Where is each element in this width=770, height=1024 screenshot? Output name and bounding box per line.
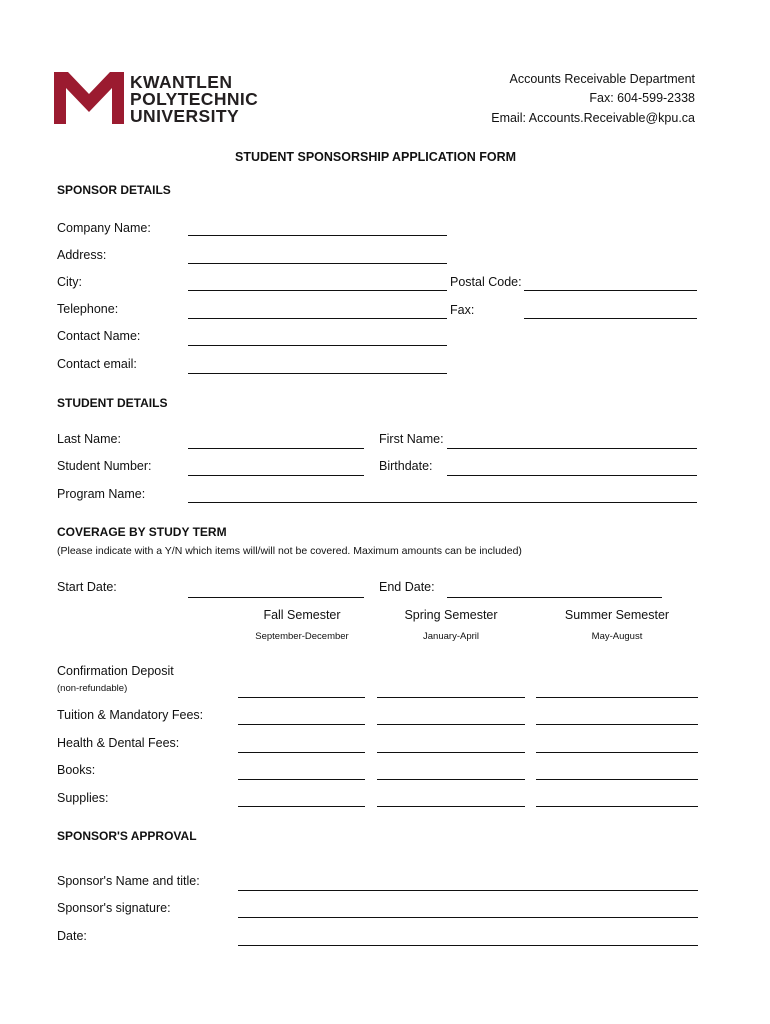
health-dental-label: Health & Dental Fees: bbox=[57, 736, 180, 750]
first-name-field[interactable] bbox=[447, 448, 697, 449]
end-date-field[interactable] bbox=[447, 597, 662, 598]
student-number-field[interactable] bbox=[188, 475, 364, 476]
logo-line-1: KWANTLEN bbox=[130, 72, 233, 92]
address-label: Address: bbox=[57, 248, 107, 262]
department-fax: Fax: 604-599-2338 bbox=[589, 91, 695, 105]
last-name-label: Last Name: bbox=[57, 432, 121, 446]
first-name-label: First Name: bbox=[379, 432, 444, 446]
sponsor-details-heading: SPONSOR DETAILS bbox=[57, 183, 171, 197]
form-title: STUDENT SPONSORSHIP APPLICATION FORM bbox=[235, 150, 517, 164]
term-spring-months: January-April bbox=[423, 631, 479, 642]
sponsor-name-title-field[interactable] bbox=[238, 890, 698, 891]
health-fall-field[interactable] bbox=[238, 752, 365, 753]
kpu-logo bbox=[54, 72, 259, 126]
sponsor-approval-heading: SPONSOR'S APPROVAL bbox=[57, 829, 197, 843]
deposit-fall-field[interactable] bbox=[238, 697, 365, 698]
telephone-label: Telephone: bbox=[57, 302, 119, 316]
department-email[interactable]: Email: Accounts.Receivable@kpu.ca bbox=[491, 111, 695, 125]
approval-date-label: Date: bbox=[57, 929, 87, 943]
confirmation-deposit-note: (non-refundable) bbox=[57, 683, 128, 694]
books-summer-field[interactable] bbox=[536, 779, 698, 780]
tuition-spring-field[interactable] bbox=[377, 724, 525, 725]
start-date-label: Start Date: bbox=[57, 580, 117, 594]
contact-name-label: Contact Name: bbox=[57, 329, 141, 343]
telephone-field[interactable] bbox=[188, 318, 447, 319]
end-date-label: End Date: bbox=[379, 580, 435, 594]
kpu-logo-mark bbox=[54, 72, 124, 126]
supplies-label: Supplies: bbox=[57, 791, 109, 805]
student-details-heading: STUDENT DETAILS bbox=[57, 396, 168, 410]
contact-name-field[interactable] bbox=[188, 345, 447, 346]
sponsor-signature-label: Sponsor's signature: bbox=[57, 901, 171, 915]
birthdate-field[interactable] bbox=[447, 475, 697, 476]
postal-code-field[interactable] bbox=[524, 290, 697, 291]
department-name: Accounts Receivable Department bbox=[509, 72, 695, 86]
company-name-field[interactable] bbox=[188, 235, 447, 236]
supplies-summer-field[interactable] bbox=[536, 806, 698, 807]
health-spring-field[interactable] bbox=[377, 752, 525, 753]
supplies-spring-field[interactable] bbox=[377, 806, 525, 807]
logo-line-2: POLYTECHNIC bbox=[130, 89, 259, 109]
term-fall-months: September-December bbox=[255, 631, 349, 642]
books-label: Books: bbox=[57, 763, 96, 777]
term-summer-name: Summer Semester bbox=[564, 608, 670, 622]
city-field[interactable] bbox=[188, 290, 447, 291]
term-summer-months: May-August bbox=[591, 631, 643, 642]
student-number-label: Student Number: bbox=[57, 459, 152, 473]
books-fall-field[interactable] bbox=[238, 779, 365, 780]
coverage-note: (Please indicate with a Y/N which items will/will not be covered. Maximum amounts can be included) bbox=[57, 545, 522, 557]
contact-email-field[interactable] bbox=[188, 373, 447, 374]
program-name-label: Program Name: bbox=[57, 487, 146, 501]
address-field[interactable] bbox=[188, 263, 447, 264]
tuition-fall-field[interactable] bbox=[238, 724, 365, 725]
term-spring-name: Spring Semester bbox=[404, 608, 498, 622]
tuition-summer-field[interactable] bbox=[536, 724, 698, 725]
approval-date-field[interactable] bbox=[238, 945, 698, 946]
deposit-spring-field[interactable] bbox=[377, 697, 525, 698]
postal-code-label: Postal Code: bbox=[450, 275, 522, 289]
sponsor-name-title-label: Sponsor's Name and title: bbox=[57, 874, 200, 888]
company-name-label: Company Name: bbox=[57, 221, 151, 235]
tuition-label: Tuition & Mandatory Fees: bbox=[57, 708, 204, 722]
sponsor-signature-field[interactable] bbox=[238, 917, 698, 918]
supplies-fall-field[interactable] bbox=[238, 806, 365, 807]
birthdate-label: Birthdate: bbox=[379, 459, 433, 473]
last-name-field[interactable] bbox=[188, 448, 364, 449]
books-spring-field[interactable] bbox=[377, 779, 525, 780]
deposit-summer-field[interactable] bbox=[536, 697, 698, 698]
sponsor-fax-field[interactable] bbox=[524, 318, 697, 319]
confirmation-deposit-label: Confirmation Deposit bbox=[57, 664, 174, 678]
health-summer-field[interactable] bbox=[536, 752, 698, 753]
city-label: City: bbox=[57, 275, 82, 289]
start-date-field[interactable] bbox=[188, 597, 364, 598]
contact-email-label: Contact email: bbox=[57, 357, 137, 371]
sponsor-fax-label: Fax: bbox=[450, 303, 475, 317]
program-name-field[interactable] bbox=[188, 502, 697, 503]
coverage-heading: COVERAGE BY STUDY TERM bbox=[57, 525, 227, 539]
logo-line-3: UNIVERSITY bbox=[130, 106, 240, 126]
term-fall-name: Fall Semester bbox=[263, 608, 341, 622]
